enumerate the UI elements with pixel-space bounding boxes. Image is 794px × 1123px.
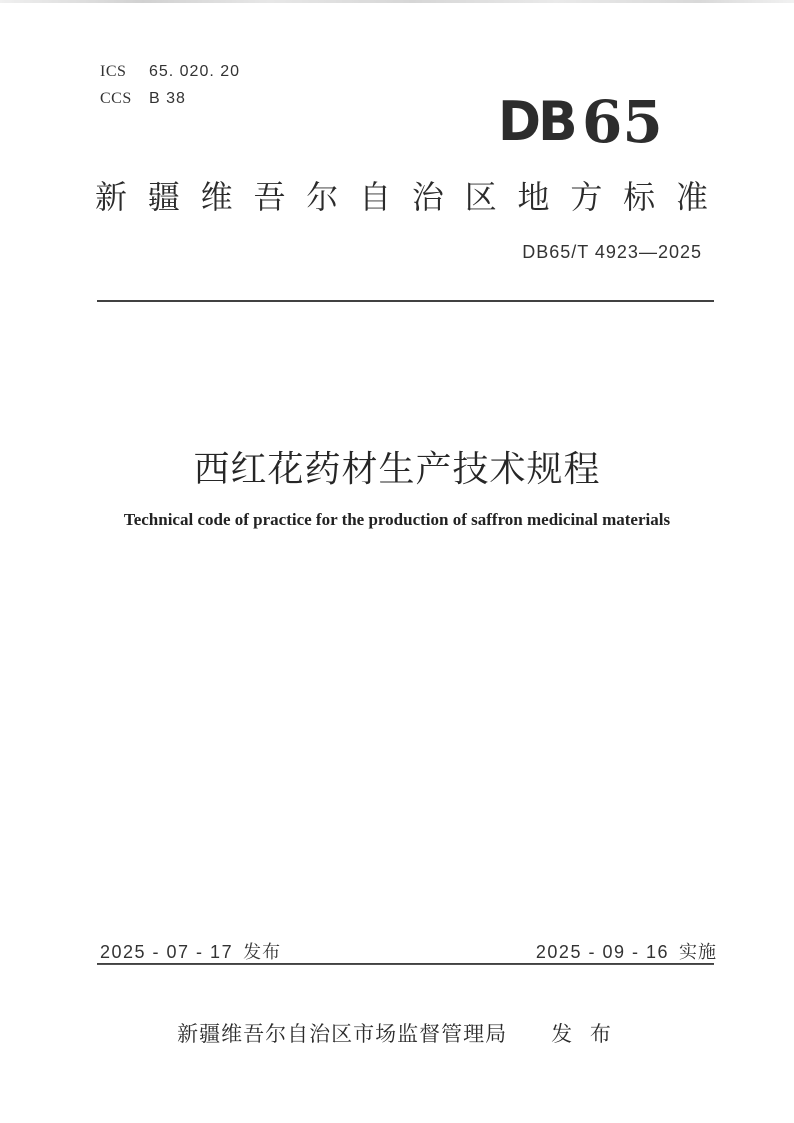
ics-code-row xyxy=(100,58,240,85)
heading-char: 方 xyxy=(570,179,603,215)
heading-char: 自 xyxy=(359,179,392,215)
implement-date-item xyxy=(536,938,717,964)
standard-type-heading xyxy=(95,176,708,218)
ccs-value: B 38 xyxy=(148,90,186,107)
issue-date: 2025 - 07 - 17 xyxy=(100,942,234,962)
ccs-code-row xyxy=(100,85,240,112)
classification-codes xyxy=(100,58,240,112)
heading-char: 新 xyxy=(95,179,128,215)
heading-char: 尔 xyxy=(306,179,339,215)
publish-action-label: 发 布 xyxy=(551,1023,617,1046)
ccs-label: CCS xyxy=(100,90,132,107)
standard-number: DB65/T 4923—2025 xyxy=(522,242,702,262)
publisher-row xyxy=(0,1018,794,1048)
heading-char: 标 xyxy=(623,179,656,215)
issue-date-item xyxy=(100,938,281,964)
issue-date-label: 发布 xyxy=(243,942,282,962)
heading-char: 地 xyxy=(517,179,550,215)
document-title-english: Technical code of practice for the production of saffron medicinal materials xyxy=(123,510,671,529)
db65-logo-db-letters: DB xyxy=(498,90,575,153)
db65-logo xyxy=(498,88,690,156)
heading-char: 疆 xyxy=(147,179,180,215)
footer-rule xyxy=(97,963,714,965)
implement-date: 2025 - 09 - 16 xyxy=(535,942,669,962)
document-title-chinese: 西红花药材生产技术规程 xyxy=(193,448,601,489)
publisher-organization: 新疆维吾尔自治区市场监督管理局 xyxy=(177,1023,508,1046)
date-row xyxy=(100,938,717,964)
ics-value: 65. 020. 20 xyxy=(148,63,241,80)
heading-char: 吾 xyxy=(253,179,286,215)
heading-char: 维 xyxy=(200,179,233,215)
header-rule xyxy=(97,300,714,302)
heading-char: 治 xyxy=(411,179,444,215)
scan-artifact-line xyxy=(0,0,794,3)
heading-char: 区 xyxy=(464,179,497,215)
implement-date-label: 实施 xyxy=(679,942,717,962)
db65-logo-region-number: 65 xyxy=(581,88,663,156)
ics-label: ICS xyxy=(100,63,127,80)
heading-char: 准 xyxy=(675,179,708,215)
